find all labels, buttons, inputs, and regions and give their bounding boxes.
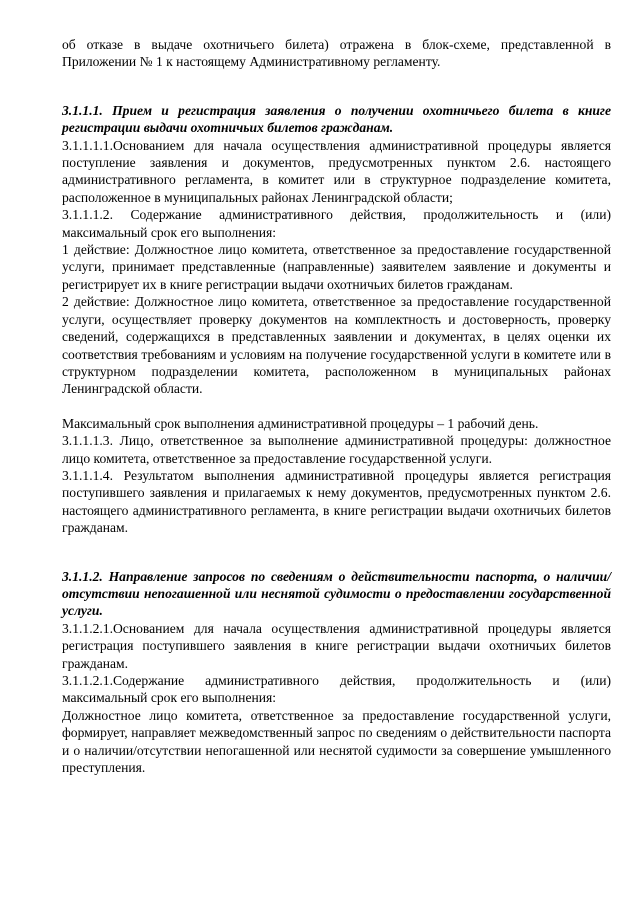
spacer xyxy=(62,398,611,415)
spacer xyxy=(62,537,611,568)
paragraph-3-1-1-1-2: 3.1.1.1.2. Содержание административного действия, продолжительность и (или) максимальный срок его выполнения: xyxy=(62,207,611,240)
intro-paragraph: об отказе в выдаче охотничьего билета) отражена в блок-схеме, представленной в Приложении № 1 к настоящему Административному регламенту. xyxy=(62,37,611,70)
paragraph-3-1-1-1-3: 3.1.1.1.3. Лицо, ответственное за выполнение административной процедуры: должностное лицо комитета, ответственное за предоставление государственной услуги. xyxy=(62,433,611,466)
paragraph-action-2: 2 действие: Должностное лицо комитета, ответственное за предоставление государственной услуги, осуществляет проверку документов на комплектность и достоверность, проверку сведений, содержащихся в представленных заявлении и документах, в целях оценки их соответствия требованиям и условиям на получение государственной услуги в комитете или в структурном подразделении комитета, расположенном в муниципальных районах Ленинградской области. xyxy=(62,294,611,397)
paragraph-3-1-1-1-4: 3.1.1.1.4. Результатом выполнения административной процедуры является регистрация поступившего заявления и прилагаемых к нему документов, предусмотренных пунктом 2.6. настоящего административного регламента, в книге регистрации выдачи охотничьих билетов гражданам. xyxy=(62,467,611,536)
section-heading-3-1-1-1: 3.1.1.1. Прием и регистрация заявления о получении охотничьего билета в книге регистрации выдачи охотничьих билетов гражданам. xyxy=(62,102,611,136)
document-page xyxy=(62,36,611,776)
paragraph-3-1-1-2-1: 3.1.1.2.1.Основанием для начала осуществления административной процедуры является регистрация поступившего заявления в книге регистрации выдачи охотничьих билетов гражданам. xyxy=(62,620,611,671)
paragraph-official-request: Должностное лицо комитета, ответственное за предоставление государственной услуги, формирует, направляет межведомственный запрос по сведениям о действительности паспорта и о наличии/отсутствии непогашенной или неснятой судимости за совершение умышленного преступления. xyxy=(62,707,611,776)
section-heading-3-1-1-2: 3.1.1.2. Направление запросов по сведениям о действительности паспорта, о наличии/отсутствии непогашенной или неснятой судимости о предоставлении государственной услуги. xyxy=(62,568,611,619)
spacer xyxy=(62,71,611,102)
paragraph-3-1-1-2-1-content: 3.1.1.2.1.Содержание административного действия, продолжительность и (или) максимальный срок его выполнения: xyxy=(62,673,611,706)
paragraph-max-term: Максимальный срок выполнения административной процедуры – 1 рабочий день. xyxy=(62,415,539,431)
paragraph-3-1-1-1-1: 3.1.1.1.1.Основанием для начала осуществления административной процедуры является поступление заявления и документов, предусмотренных пунктом 2.6. настоящего административного регламента, в комитет или в структурное подразделение комитета, расположенное в муниципальных районах Ленинградской области; xyxy=(62,137,611,205)
paragraph-action-1: 1 действие: Должностное лицо комитета, ответственное за предоставление государственной услуги, принимает представленные (направленные) заявителем заявление и документы и регистрирует их в книге регистрации выдачи охотничьих билетов гражданам. xyxy=(62,242,611,292)
